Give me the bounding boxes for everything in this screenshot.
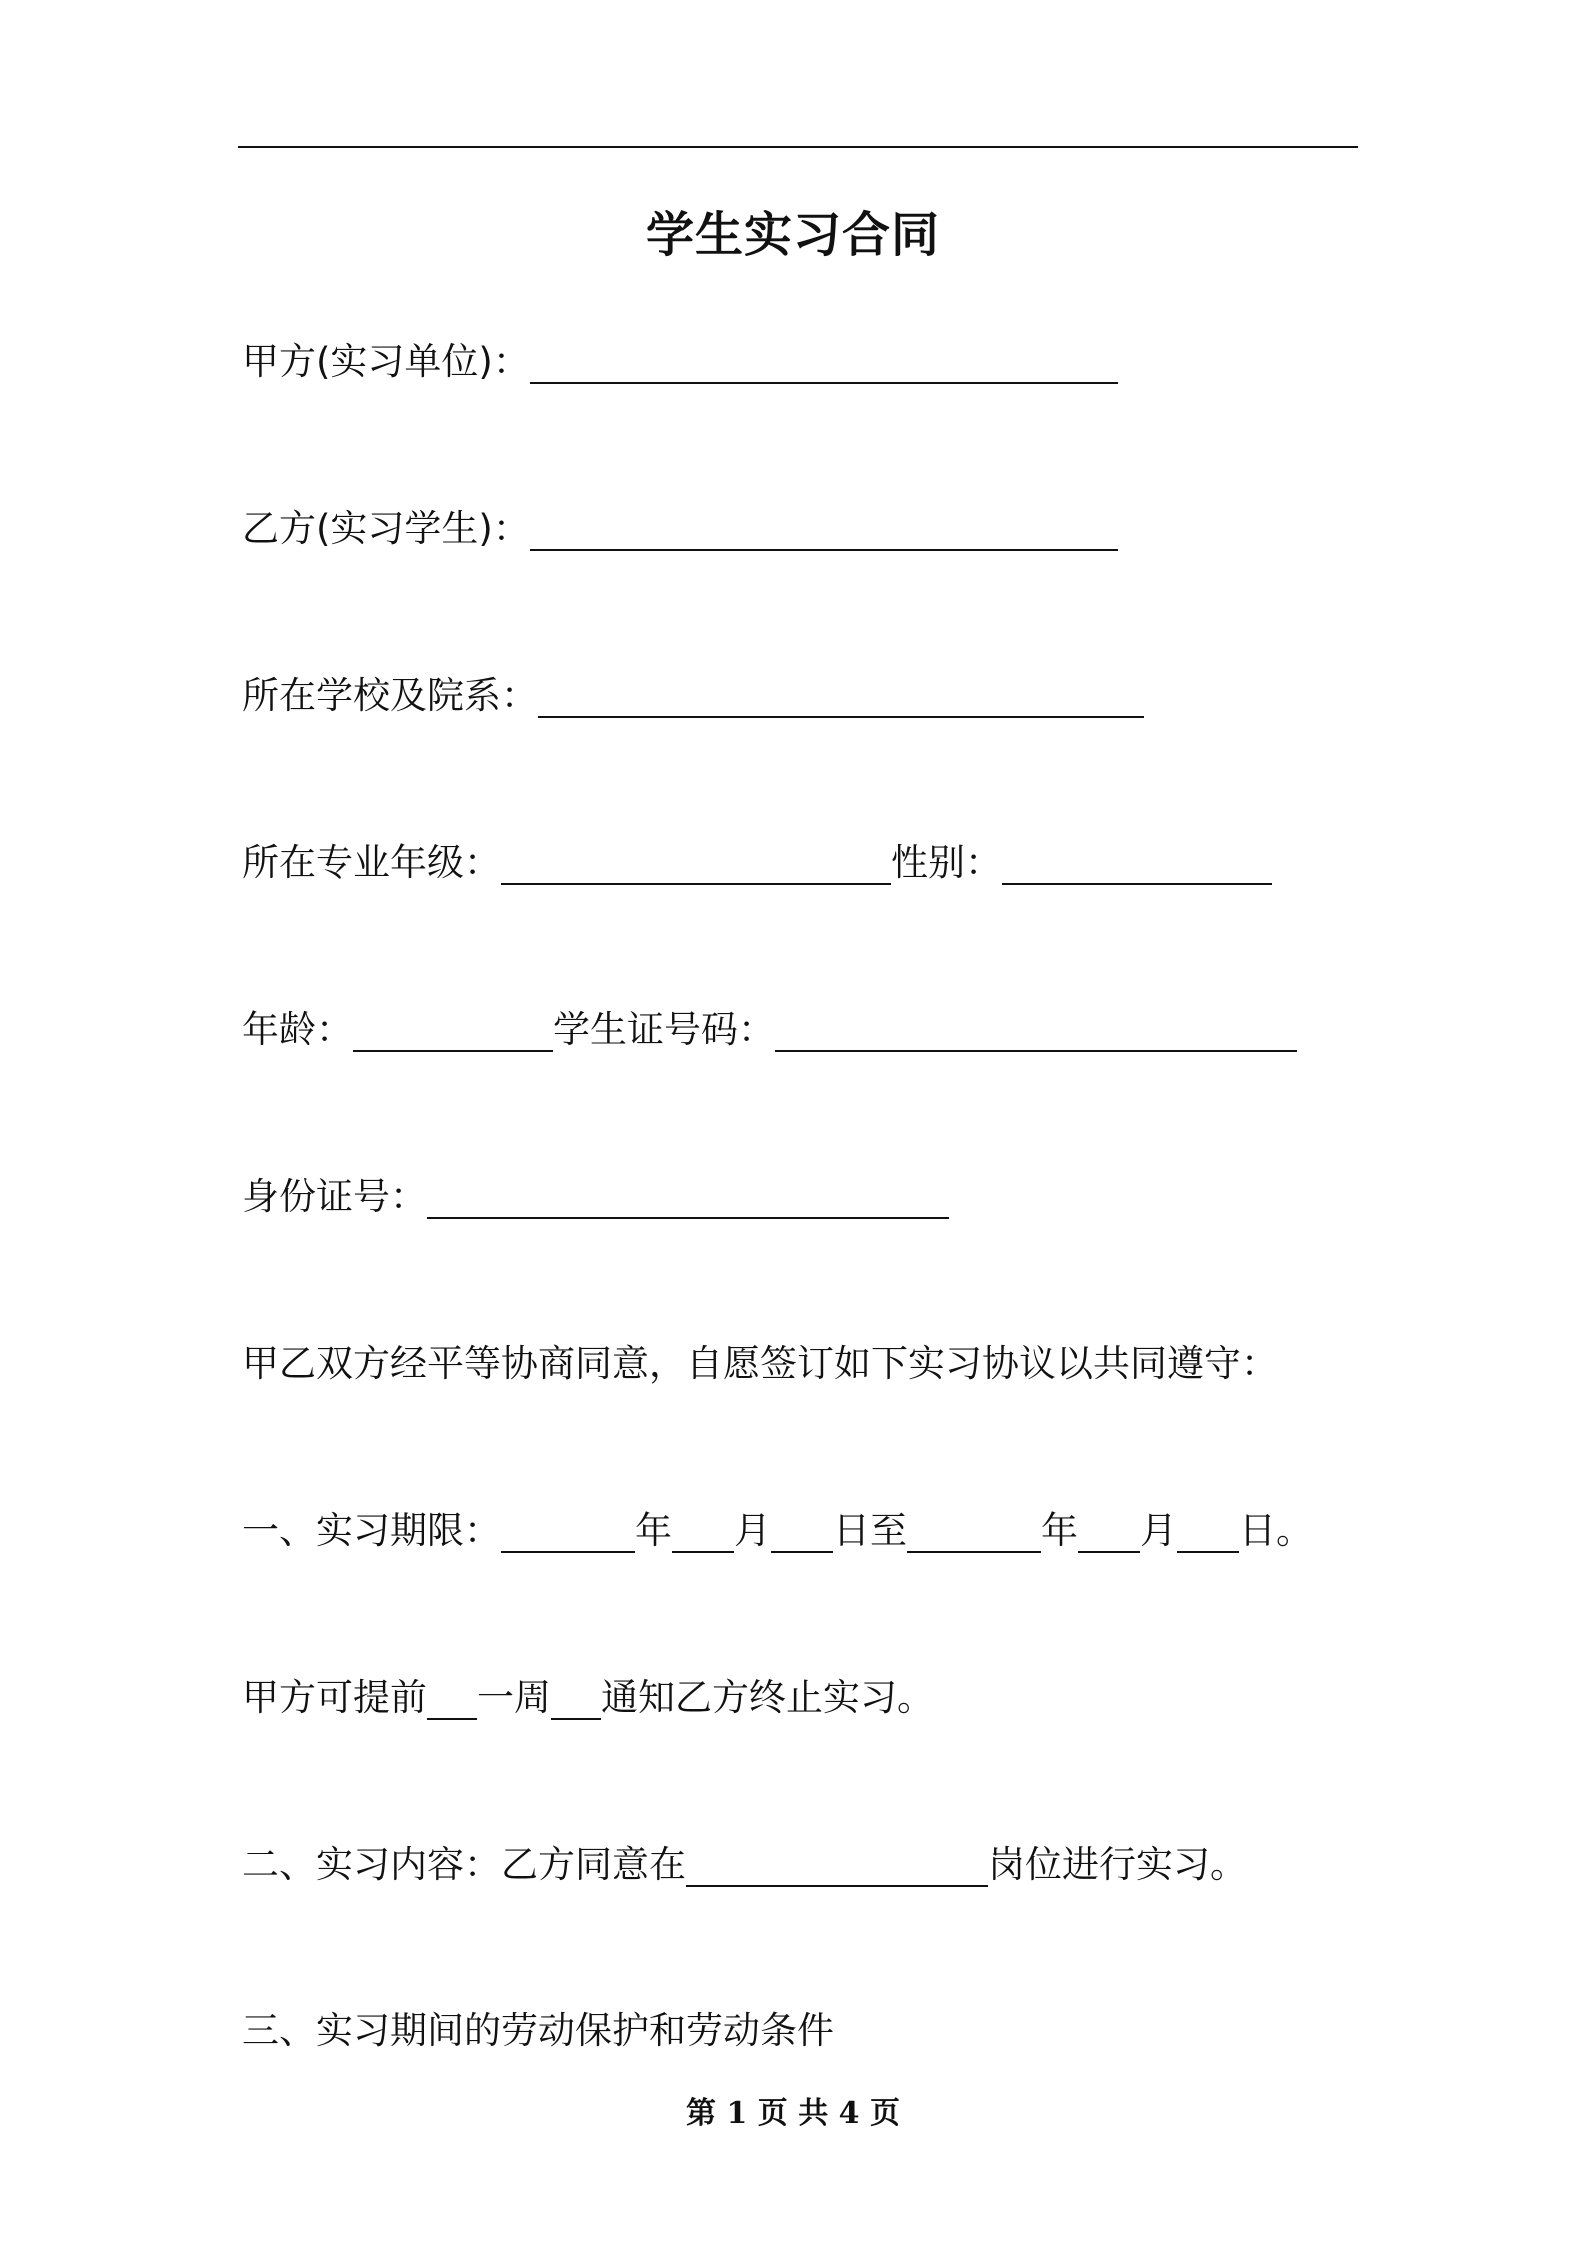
term-month2-text: 月 [1140,1509,1177,1552]
notice-text-2: 一周 [477,1676,551,1719]
age-label: 年龄： [242,1008,353,1051]
intro-line [242,1336,1278,1392]
term-line [242,1503,1313,1559]
term-dayend-text: 日。 [1239,1509,1313,1552]
student-id-blank[interactable] [775,1006,1297,1052]
party-b-label: 乙方(实习学生)： [242,507,530,550]
position-blank[interactable] [686,1841,988,1887]
term-start-day-blank[interactable] [771,1507,833,1553]
term-month1-text: 月 [734,1509,771,1552]
header-rule [238,146,1358,148]
content-line [242,1837,1247,1893]
term-end-month-blank[interactable] [1078,1507,1140,1553]
id-card-label: 身份证号： [242,1175,427,1218]
gender-blank[interactable] [1002,839,1272,885]
notice-line [242,1670,934,1726]
party-a-label: 甲方(实习单位)： [242,340,530,383]
content-text-1: 二、实习内容：乙方同意在 [242,1843,686,1886]
age-blank[interactable] [353,1006,553,1052]
term-end-year-blank[interactable] [907,1507,1041,1553]
major-blank[interactable] [501,839,891,885]
school-label: 所在学校及院系： [242,674,538,717]
party-a-line [242,334,1118,390]
term-label: 一、实习期限： [242,1509,501,1552]
notice-blank-1[interactable] [427,1674,477,1720]
id-card-blank[interactable] [427,1173,949,1219]
party-a-blank[interactable] [530,338,1118,384]
document-title: 学生实习合同 [645,207,940,263]
section3-line [242,2003,834,2059]
major-gender-line [242,835,1272,891]
term-end-day-blank[interactable] [1177,1507,1239,1553]
term-start-month-blank[interactable] [672,1507,734,1553]
notice-text-3: 通知乙方终止实习。 [601,1676,934,1719]
school-blank[interactable] [538,672,1144,718]
intro-text: 甲乙双方经平等协商同意，自愿签订如下实习协议以共同遵守： [242,1342,1278,1385]
major-label: 所在专业年级： [242,841,501,884]
content-text-2: 岗位进行实习。 [988,1843,1247,1886]
term-year1-text: 年 [635,1509,672,1552]
id-card-line [242,1169,949,1225]
term-year2-text: 年 [1041,1509,1078,1552]
student-id-label: 学生证号码： [553,1008,775,1051]
notice-text-1: 甲方可提前 [242,1676,427,1719]
term-dayto-text: 日至 [833,1509,907,1552]
age-id-line [242,1002,1297,1058]
notice-blank-2[interactable] [551,1674,601,1720]
page-footer: 第 1 页 共 4 页 [686,2096,900,2131]
gender-label: 性别： [891,841,1002,884]
school-line [242,668,1144,724]
term-start-year-blank[interactable] [501,1507,635,1553]
party-b-line [242,501,1118,557]
party-b-blank[interactable] [530,505,1118,551]
section3-heading: 三、实习期间的劳动保护和劳动条件 [242,2009,834,2052]
